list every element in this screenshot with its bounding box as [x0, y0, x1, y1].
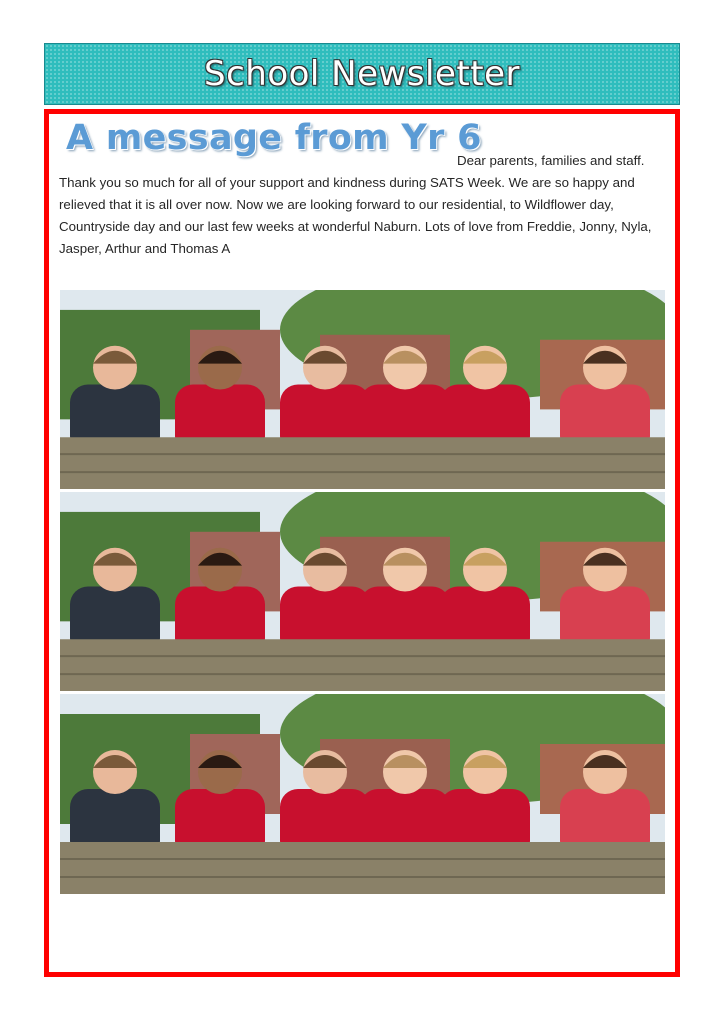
group-photo-1 [60, 290, 665, 489]
group-photo-3 [60, 694, 665, 894]
newsletter-title: School Newsletter [204, 54, 520, 94]
article-headline: A message from Yr 6 [66, 118, 482, 158]
photo-image [60, 290, 665, 489]
newsletter-banner [44, 43, 680, 105]
photo-image [60, 694, 665, 894]
photo-image [60, 492, 665, 691]
article-body: Dear parents, families and staff. Thank you so much for all of your support and kindness during SATS Week. We are so happy and relieved that it is all over now. Now we are looking forward to our residential, to Wildflower day, Countryside day and our last few weeks at wonderful Naburn. Lots of love from Freddie, Jonny, Nyla, Jasper, Arthur and Thomas A [59, 153, 652, 256]
group-photo-2 [60, 492, 665, 691]
